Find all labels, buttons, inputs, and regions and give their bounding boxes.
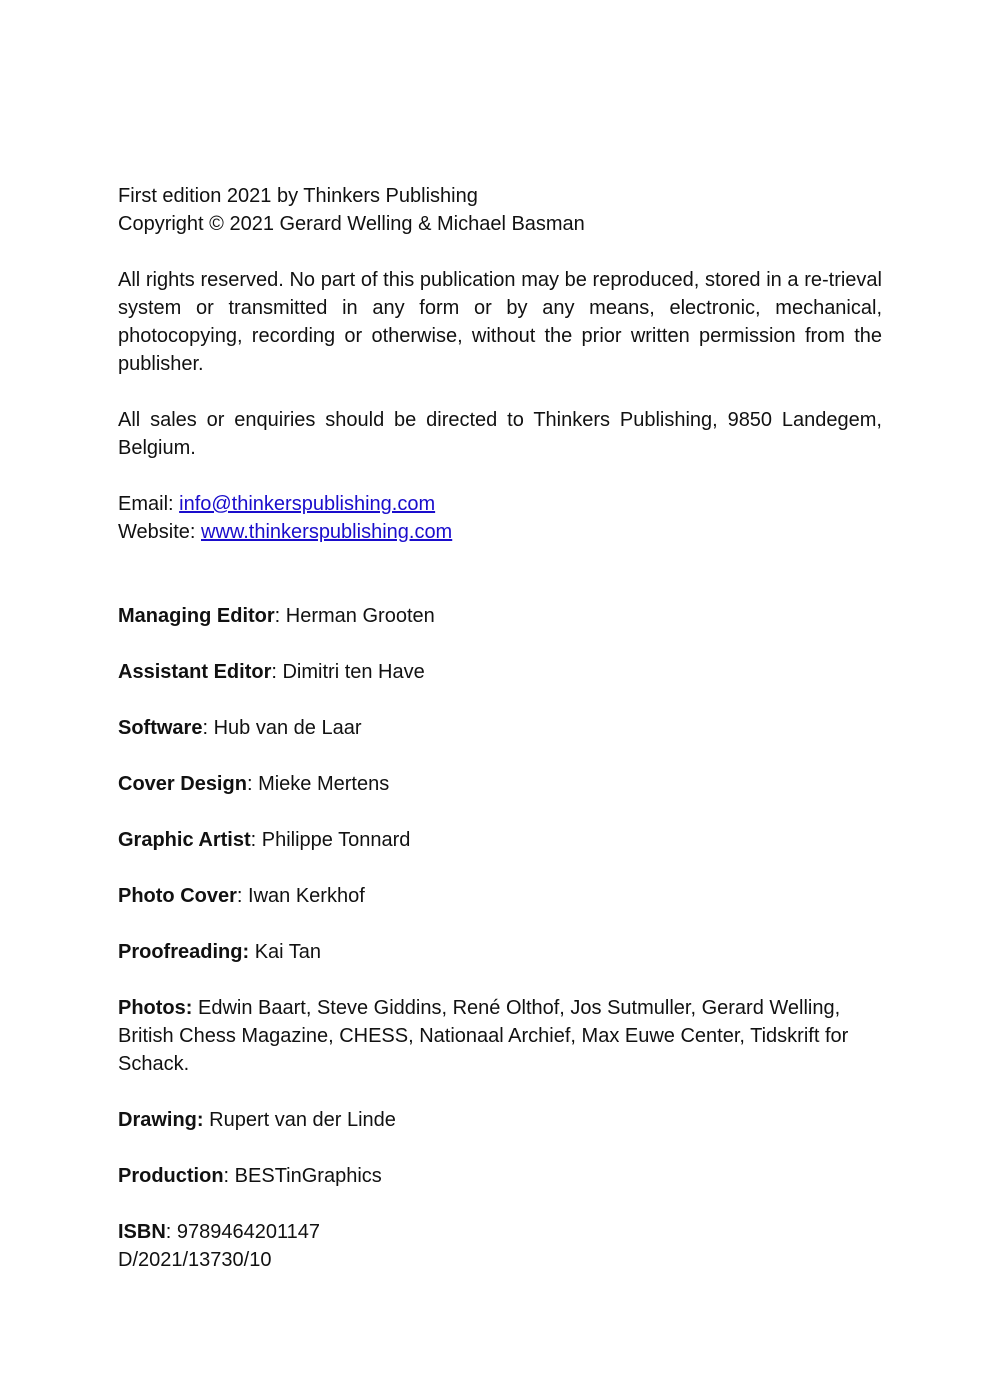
credit-isbn [118, 1218, 882, 1246]
legal-deposit: D/2021/13730/10 [118, 1249, 272, 1271]
credit-drawing [118, 1106, 882, 1134]
credit-label: Software [118, 717, 203, 739]
credit-label: Assistant Editor [118, 661, 272, 683]
credit-label: Production [118, 1165, 224, 1187]
website-label: Website: [118, 521, 201, 543]
credit-sep: : [202, 717, 214, 739]
credit-managing-editor [118, 602, 882, 630]
credit-production [118, 1162, 882, 1190]
copyright-page [118, 182, 882, 1274]
credit-cover-design [118, 770, 882, 798]
credit-software [118, 714, 882, 742]
credit-sep: : [236, 885, 249, 907]
credit-photo-cover [118, 882, 882, 910]
email-line [118, 490, 882, 518]
credit-sep: : [274, 605, 286, 627]
credit-value: Edwin Baart, Steve Giddins, René Olthof, Jos Sutmuller, Gerard Welling, British Chess Magazine, CHESS, Nationaal Archief, Max Euwe Center, Tidskrift for Schack. [118, 997, 849, 1075]
rights-paragraph: All rights reserved. No part of this publication may be reproduced, stored in a re-trieval system or transmitted in any form or by any means, electronic, mechanical, photocopying, recording or otherwise, without the prior written permission from the publisher. [118, 269, 882, 375]
credit-sep: : [223, 1165, 235, 1187]
credit-value: BESTinGraphics [234, 1165, 382, 1187]
credit-sep: : [250, 829, 262, 851]
credit-label: Photos: [118, 997, 193, 1019]
credit-value: Kai Tan [254, 941, 322, 963]
copyright-line: Copyright © 2021 Gerard Welling & Michael Basman [118, 213, 585, 235]
credit-value: Iwan Kerkhof [248, 885, 365, 907]
credit-label: Proofreading: [118, 941, 250, 963]
website-line [118, 518, 882, 546]
website-link[interactable]: www.thinkerspublishing.com [201, 521, 453, 543]
email-label: Email: [118, 493, 180, 515]
edition-line: First edition 2021 by Thinkers Publishing [118, 185, 478, 207]
sales-paragraph: All sales or enquiries should be directed to Thinkers Publishing, 9850 Landegem, Belgium. [118, 409, 882, 459]
credit-label: Cover Design [118, 773, 247, 795]
credit-value: Mieke Mertens [258, 773, 390, 795]
credit-label: Managing Editor [118, 605, 275, 627]
credit-value: Herman Grooten [285, 605, 435, 627]
credit-value: Dimitri ten Have [282, 661, 425, 683]
credit-label: Drawing: [118, 1109, 204, 1131]
credit-sep: : [165, 1221, 177, 1243]
credit-proofreading [118, 938, 882, 966]
credit-label: Photo Cover [118, 885, 237, 907]
credit-value: Hub van de Laar [213, 717, 362, 739]
credit-photos [118, 994, 882, 1078]
credit-graphic-artist [118, 826, 882, 854]
credit-assistant-editor [118, 658, 882, 686]
credit-value: 9789464201147 [176, 1221, 321, 1243]
credit-label: Graphic Artist [118, 829, 251, 851]
email-link[interactable]: info@thinkerspublishing.com [179, 493, 436, 515]
credit-label: ISBN [118, 1221, 166, 1243]
credit-sep: : [246, 773, 259, 795]
credit-value: Philippe Tonnard [261, 829, 411, 851]
credit-value: Rupert van der Linde [209, 1109, 396, 1131]
credit-sep: : [271, 661, 283, 683]
